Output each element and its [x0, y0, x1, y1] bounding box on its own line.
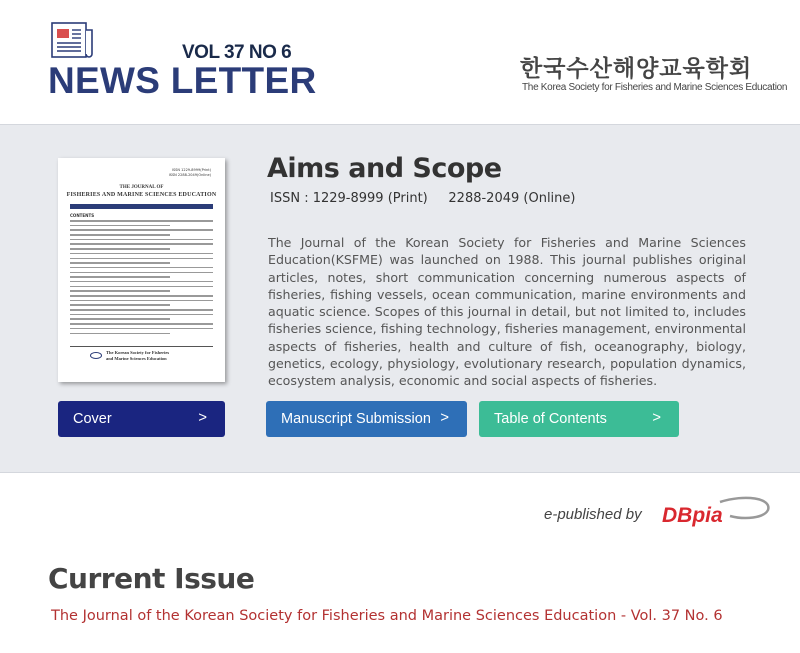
cover-contents-lines — [70, 220, 213, 337]
issn-line: ISSN : 1229-8999 (Print) 2288-2049 (Online) — [270, 191, 576, 206]
society-name-korean: 한국수산해양교육학회 — [520, 56, 753, 82]
svg-text:DBpia: DBpia — [662, 504, 723, 527]
cover-issue-bar — [70, 204, 213, 209]
society-name-english: The Korea Society for Fisheries and Marine Sciences Education — [522, 82, 788, 93]
epublished-by-label: e-published by — [544, 506, 642, 523]
dbpia-logo[interactable] — [660, 496, 772, 528]
cover-button[interactable]: Cover > — [58, 401, 225, 437]
table-of-contents-button[interactable]: Table of Contents > — [479, 401, 679, 437]
cover-issn: ISSN 1229-8999(Print) ISSN 2288-2049(Online) — [168, 168, 211, 177]
volume-number: VOL 37 NO 6 — [182, 42, 292, 63]
cover-contents-label: CONTENTS — [70, 213, 95, 218]
aims-scope-description: The Journal of the Korean Society for Fisheries and Marine Sciences Education(KSFME) was launched on 1988. This journal publishes original articles, notes, short communication concerning numerous aspects of fisheries, fishing vessels, ocean communication, marine environments and aquatic science. Scopes of this journal in detail, but not limited to, includes fisheries science, fishing technology, fisheries management, environmental aspects of fisheries, health and culture of fish, oceanography, biology, genetics, ecology, physiology, evolutionary research, population dynamics, ecosystem analysis, economic and social aspects of fisheries. — [268, 235, 746, 389]
chevron-right-icon: > — [198, 409, 207, 426]
header — [0, 0, 800, 124]
manuscript-submission-button[interactable]: Manuscript Submission > — [266, 401, 467, 437]
current-issue-heading: Current Issue — [48, 562, 255, 595]
journal-cover-image[interactable] — [58, 158, 225, 382]
cover-footer: The Korean Society for Fisheries and Marine Sciences Education — [70, 346, 213, 368]
chevron-right-icon: > — [652, 409, 661, 426]
newspaper-icon — [50, 20, 96, 60]
current-issue-link[interactable]: The Journal of the Korean Society for Fisheries and Marine Sciences Education - Vol. 37 No. 6 — [51, 608, 723, 624]
newsletter-title: NEWS LETTER — [48, 60, 317, 101]
cover-journal-line1: THE JOURNAL OF — [119, 185, 164, 190]
chevron-right-icon: > — [440, 409, 449, 426]
cover-journal-line2: FISHERIES AND MARINE SCIENCES EDUCATION — [66, 192, 217, 198]
society-logo-icon — [90, 352, 102, 359]
aims-scope-heading: Aims and Scope — [267, 153, 502, 184]
